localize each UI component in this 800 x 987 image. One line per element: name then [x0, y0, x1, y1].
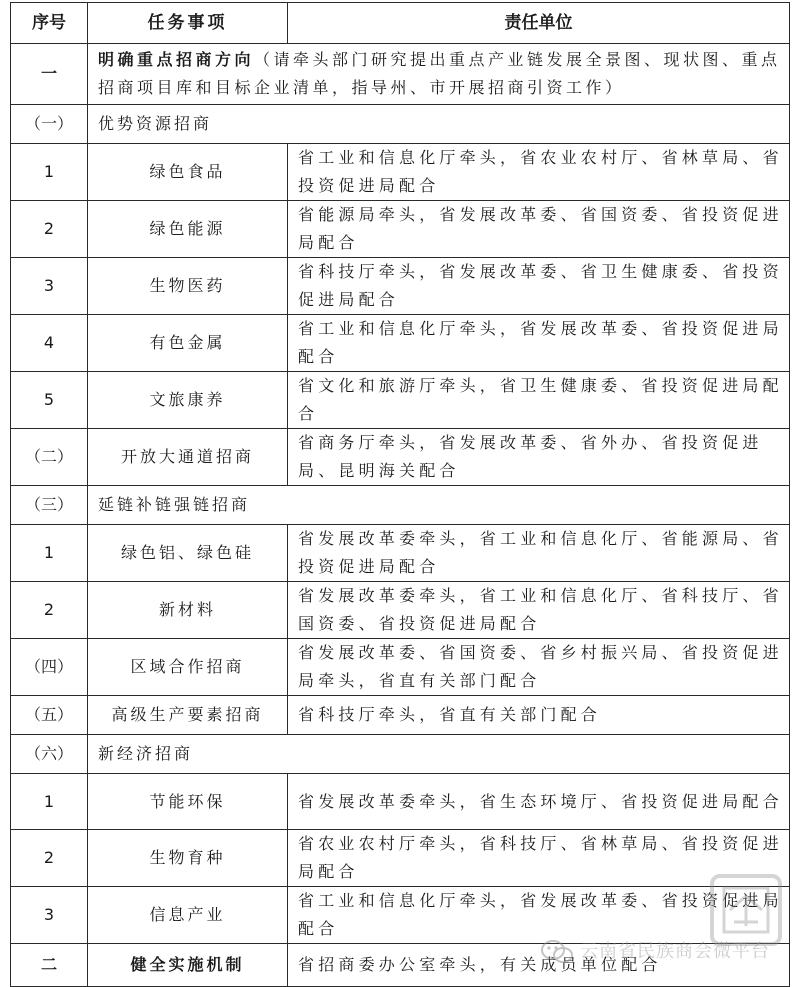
group-task: 开放大通道招商 — [88, 429, 288, 486]
group-unit: 省商务厅牵头，省发展改革委、省外办、省投资促进局、昆明海关配合 — [288, 429, 790, 486]
group-task: 区域合作招商 — [88, 639, 288, 696]
row-task: 新材料 — [88, 582, 288, 639]
row-no: 1 — [11, 525, 88, 582]
section-title-cell — [88, 44, 790, 105]
row-task: 有色金属 — [88, 315, 288, 372]
row-task: 生物育种 — [88, 830, 288, 887]
section-row — [11, 44, 790, 105]
header-unit: 责任单位 — [288, 3, 790, 44]
group-title: 延链补链强链招商 — [88, 486, 790, 525]
watermark — [540, 933, 790, 973]
row-task: 绿色食品 — [88, 144, 288, 201]
row-no: 3 — [11, 887, 88, 944]
group-no: （三） — [11, 486, 88, 525]
row-task: 生物医药 — [88, 258, 288, 315]
row-task: 绿色铝、绿色硅 — [88, 525, 288, 582]
header-row — [11, 3, 790, 44]
row-unit: 省发展改革委牵头，省工业和信息化厅、省能源局、省投资促进局配合 — [288, 525, 790, 582]
group-no: （二） — [11, 429, 88, 486]
row-task: 节能环保 — [88, 774, 288, 830]
table-row — [11, 144, 790, 201]
group-title: 优势资源招商 — [88, 105, 790, 144]
header-task: 任务事项 — [88, 3, 288, 44]
group-unit: 省科技厅牵头，省直有关部门配合 — [288, 696, 790, 735]
wechat-icon — [540, 939, 574, 969]
row-unit: 省文化和旅游厅牵头，省卫生健康委、省投资促进局配合 — [288, 372, 790, 429]
task-table — [10, 2, 790, 987]
group-row — [11, 486, 790, 525]
group-no: （四） — [11, 639, 88, 696]
header-no: 序号 — [11, 3, 88, 44]
section-note: （请牵头部门研究提出重点产业链发展全景图、现状图、重点招商项目库和目标企业清单，指导州、市开展招商引资工作） — [98, 50, 781, 97]
section-no: 二 — [11, 944, 88, 987]
row-unit: 省工业和信息化厅牵头，省发展改革委、省投资促进局配合 — [288, 315, 790, 372]
row-no: 1 — [11, 144, 88, 201]
group-row — [11, 429, 790, 486]
section-task: 健全实施机制 — [88, 944, 288, 987]
watermark-text: 云南省民族商会微平台 — [580, 941, 770, 962]
section-unit: 省招商委办公室牵头，有关成员单位配合 — [288, 944, 790, 987]
row-unit: 省发展改革委牵头，省生态环境厅、省投资促进局配合 — [288, 774, 790, 830]
row-unit: 省科技厅牵头，省发展改革委、省卫生健康委、省投资促进局配合 — [288, 258, 790, 315]
row-unit: 省发展改革委牵头，省工业和信息化厅、省科技厅、省国资委、省投资促进局配合 — [288, 582, 790, 639]
group-no: （五） — [11, 696, 88, 735]
group-task: 高级生产要素招商 — [88, 696, 288, 735]
section-no: 一 — [11, 44, 88, 105]
table-row — [11, 830, 790, 887]
group-row — [11, 696, 790, 735]
row-unit: 省工业和信息化厅牵头，省农业农村厅、省林草局、省投资促进局配合 — [288, 144, 790, 201]
row-no: 2 — [11, 582, 88, 639]
group-row — [11, 639, 790, 696]
group-no: （六） — [11, 735, 88, 774]
table-row — [11, 582, 790, 639]
row-no: 5 — [11, 372, 88, 429]
row-no: 4 — [11, 315, 88, 372]
table-row — [11, 525, 790, 582]
group-row — [11, 735, 790, 774]
group-no: （一） — [11, 105, 88, 144]
row-no: 3 — [11, 258, 88, 315]
group-unit: 省发展改革委、省国资委、省乡村振兴局、省投资促进局牵头，省直有关部门配合 — [288, 639, 790, 696]
row-task: 信息产业 — [88, 887, 288, 944]
row-unit: 省能源局牵头，省发展改革委、省国资委、省投资促进局配合 — [288, 201, 790, 258]
row-unit: 省农业农村厅牵头，省科技厅、省林草局、省投资促进局配合 — [288, 830, 790, 887]
group-row — [11, 105, 790, 144]
row-unit: 省工业和信息化厅牵头，省发展改革委、省投资促进局配合 — [288, 887, 790, 944]
row-no: 1 — [11, 774, 88, 830]
section-title: 明确重点招商方向 — [98, 50, 255, 69]
row-task: 文旅康养 — [88, 372, 288, 429]
row-no: 2 — [11, 830, 88, 887]
table-row — [11, 201, 790, 258]
table-row — [11, 372, 790, 429]
table-row — [11, 774, 790, 830]
row-task: 绿色能源 — [88, 201, 288, 258]
row-no: 2 — [11, 201, 88, 258]
table-row — [11, 315, 790, 372]
group-title: 新经济招商 — [88, 735, 790, 774]
table-row — [11, 258, 790, 315]
